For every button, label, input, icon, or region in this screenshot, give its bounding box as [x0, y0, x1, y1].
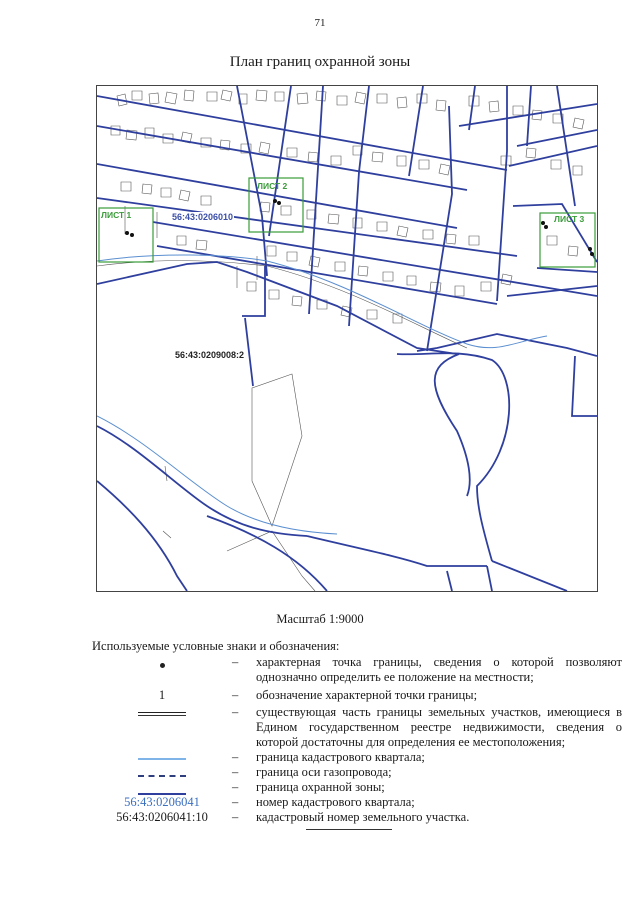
point-number-sample: 1: [158, 688, 166, 702]
legend-item: – характерная точка границы, сведения о которой позволяют однозначно определить ее положение на местности;: [92, 655, 622, 685]
legend-item: – существующая часть границы земельных участков, имеющиеся в Едином государственном реестре недвижимости, сведения о которой достаточны для определения ее местоположения;: [92, 705, 622, 750]
quarter-boundaries: [97, 86, 597, 591]
page-number: 71: [314, 17, 326, 29]
sheet-2-label: ЛИСТ 2: [257, 181, 288, 191]
end-divider: [306, 829, 392, 830]
legend-item: 56:43:0206041 – номер кадастрового квартала;: [124, 795, 415, 809]
map-scale: Масштаб 1:9000: [276, 612, 364, 626]
quarter-number-label: 56:43:0206010: [172, 212, 234, 222]
legend-item: – граница кадастрового квартала;: [92, 750, 622, 765]
legend-item: – граница охранной зоны;: [92, 780, 622, 795]
page-title: План границ охранной зоны: [229, 54, 411, 70]
sheet-3-label: ЛИСТ 3: [554, 214, 585, 224]
dot-icon: [160, 663, 165, 668]
parcel-number-label: 56:43:0209008:2: [175, 350, 245, 360]
light-blue-line-icon: [138, 758, 186, 760]
map-frame: [96, 85, 598, 592]
parcel-number-sample: 56:43:0206041:10: [116, 810, 208, 824]
boundary-points: [125, 199, 594, 256]
legend-heading: Используемые условные знаки и обозначения:: [92, 639, 340, 653]
thin-line-icon: [138, 715, 186, 716]
legend-item: – граница оси газопровода;: [92, 765, 622, 780]
dashed-navy-line-icon: [138, 775, 186, 777]
cadastral-map: [97, 86, 597, 591]
legend-item: 56:43:0206041:10 – кадастровый номер земельного участка.: [116, 810, 470, 824]
gas-axis: [97, 255, 547, 534]
sheet-1-label: ЛИСТ 1: [101, 210, 132, 220]
quarter-number-sample: 56:43:0206041: [124, 795, 200, 809]
legend: [92, 655, 622, 825]
legend-item: 1 – обозначение характерной точки границы;: [92, 688, 622, 713]
